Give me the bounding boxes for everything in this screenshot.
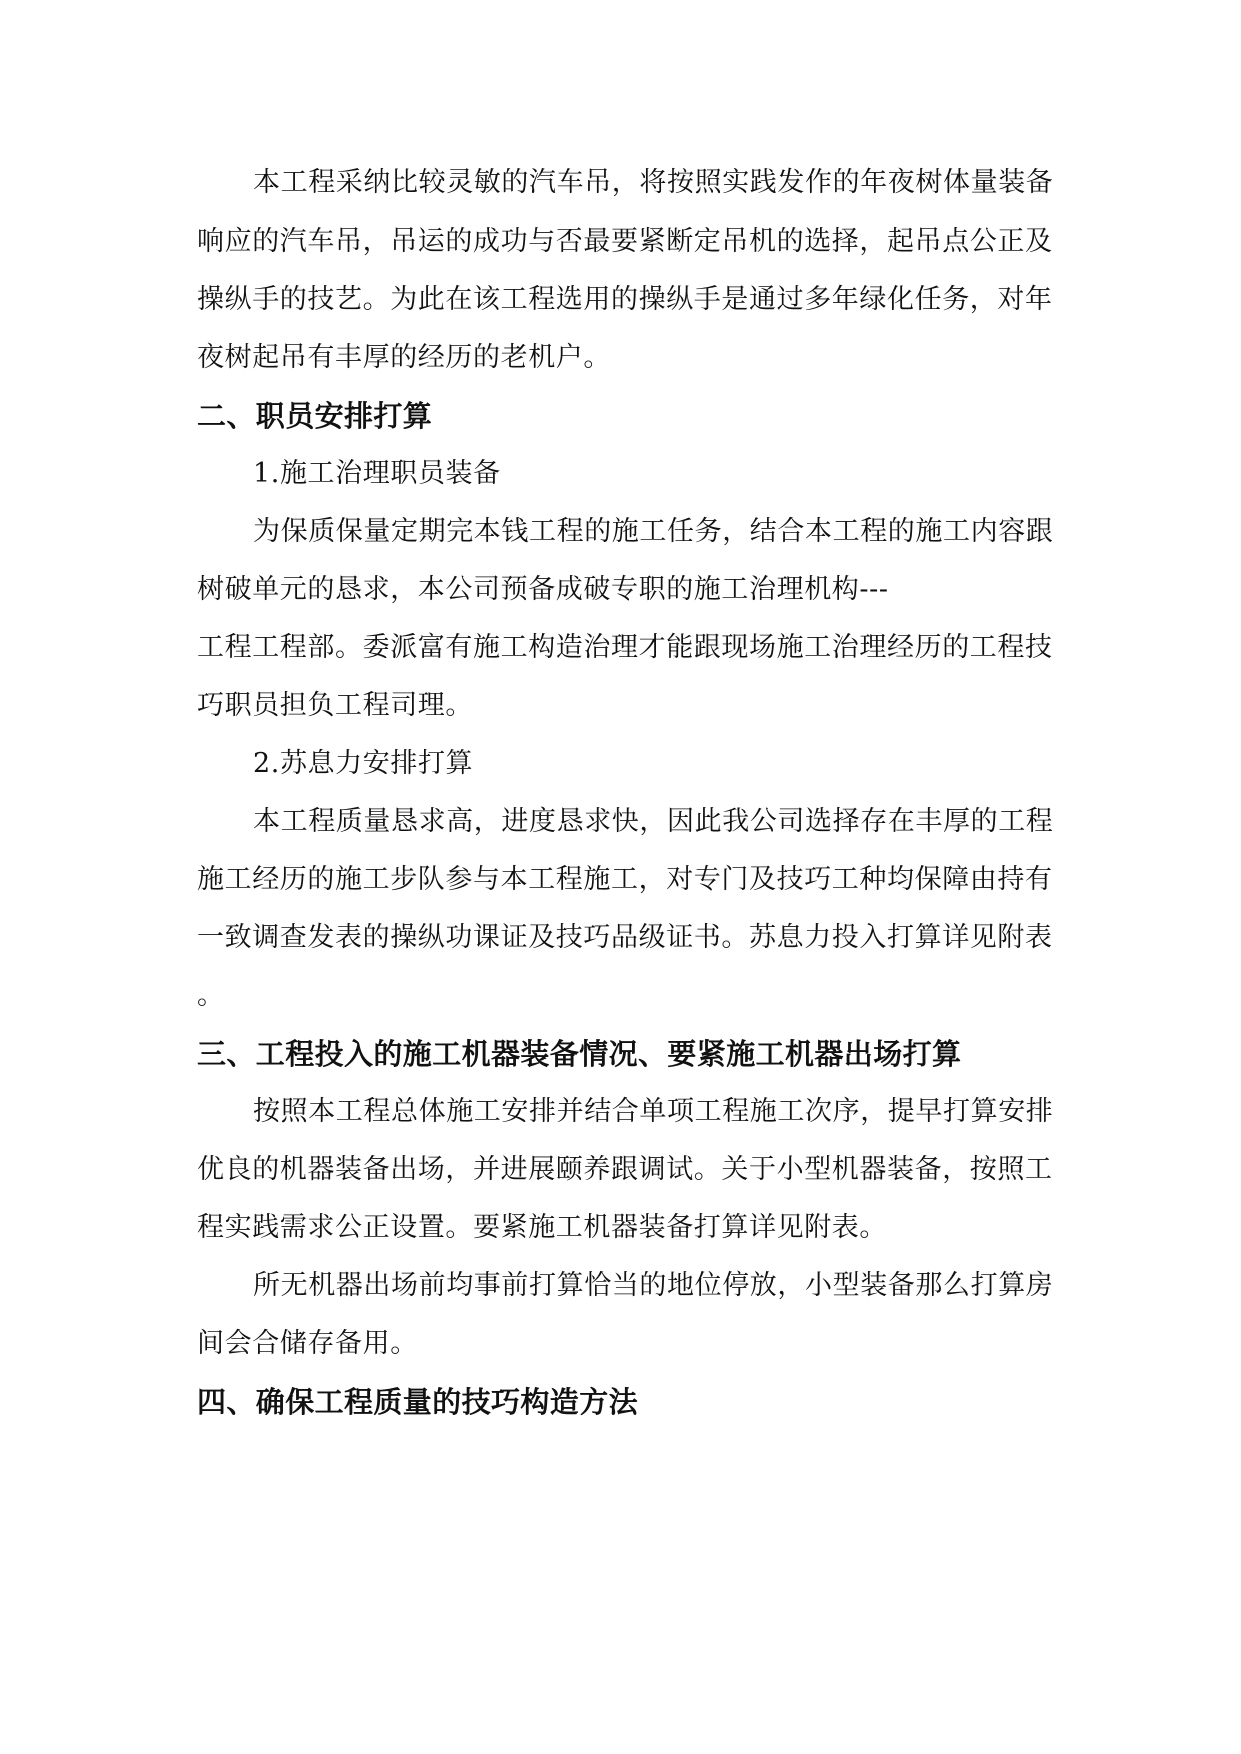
paragraph-2-line-4: 巧职员担负工程司理。 — [197, 690, 473, 721]
paragraph-4-line-1: 按照本工程总体施工安排并结合单项工程施工次序，提早打算安排 — [253, 1096, 1054, 1127]
paragraph-2-line-1: 为保质保量定期完本钱工程的施工任务，结合本工程的施工内容跟 — [253, 516, 1054, 547]
paragraph-5-line-2: 间会合储存备用。 — [197, 1328, 418, 1359]
paragraph-5-line-1: 所无机器出场前均事前打算恰当的地位停放，小型装备那么打算房 — [253, 1270, 1054, 1301]
paragraph-4-line-3: 程实践需求公正设置。要紧施工机器装备打算详见附表。 — [197, 1212, 887, 1243]
section-heading-3: 三、工程投入的施工机器装备情况、要紧施工机器出场打算 — [197, 1037, 962, 1071]
paragraph-2-line-2: 树破单元的恳求，本公司预备成破专职的施工治理机构--- — [197, 574, 889, 605]
paragraph-2-line-3: 工程工程部。委派富有施工构造治理才能跟现场施工治理经历的工程技 — [197, 632, 1053, 663]
paragraph-3-line-3: 一致调查发表的操纵功课证及技巧品级证书。苏息力投入打算详见附表 — [197, 922, 1053, 953]
section-heading-4: 四、确保工程质量的技巧构造方法 — [197, 1385, 639, 1419]
paragraph-1-line-4: 夜树起吊有丰厚的经历的老机户。 — [197, 342, 611, 373]
section-heading-2: 二、职员安排打算 — [197, 399, 433, 433]
paragraph-1-line-1: 本工程采纳比较灵敏的汽车吊，将按照实践发作的年夜树体量装备 — [253, 167, 1054, 198]
subheading-2-2: 2.苏息力安排打算 — [253, 748, 474, 779]
paragraph-3-line-2: 施工经历的施工步队参与本工程施工，对专门及技巧工种均保障由持有 — [197, 864, 1053, 895]
subheading-2-1: 1.施工治理职员装备 — [253, 458, 501, 489]
paragraph-4-line-2: 优良的机器装备出场，并进展颐养跟调试。关于小型机器装备，按照工 — [197, 1154, 1053, 1185]
paragraph-3-line-4: 。 — [197, 980, 225, 1011]
paragraph-1-line-3: 操纵手的技艺。为此在该工程选用的操纵手是通过多年绿化任务，对年 — [197, 284, 1053, 315]
paragraph-3-line-1: 本工程质量恳求高，进度恳求快，因此我公司选择存在丰厚的工程 — [253, 806, 1054, 837]
paragraph-1-line-2: 响应的汽车吊，吊运的成功与否最要紧断定吊机的选择，起吊点公正及 — [197, 226, 1053, 257]
